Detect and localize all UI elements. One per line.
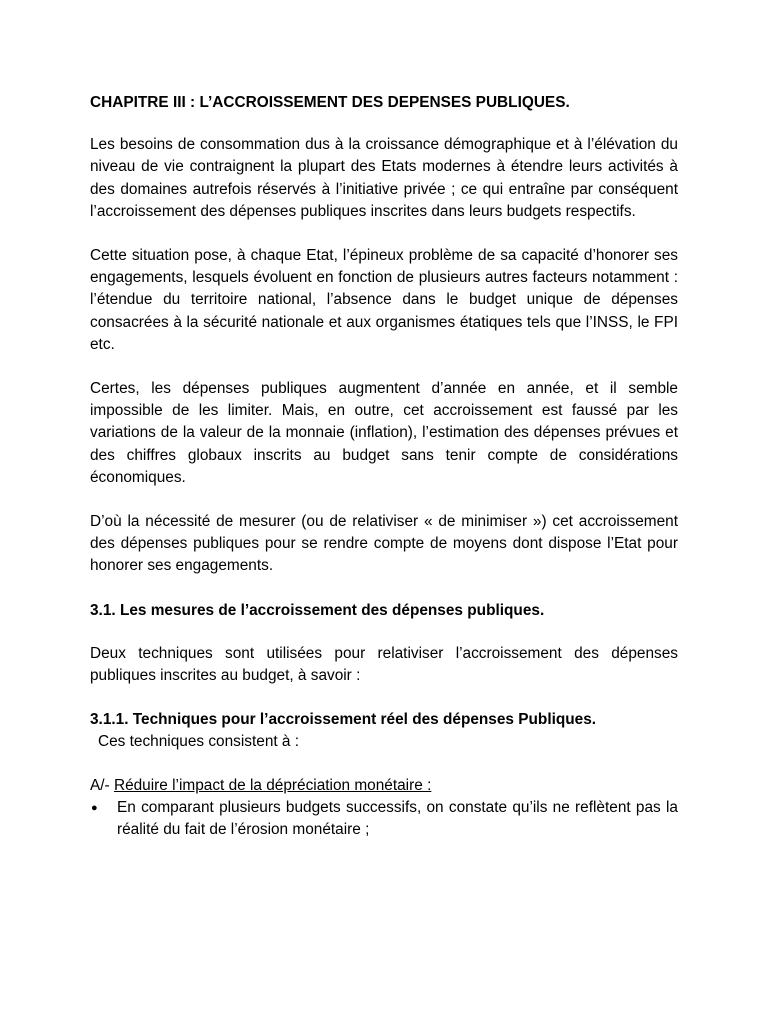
paragraph-3: Certes, les dépenses publiques augmentent d’année en année, et il semble impossible de les limiter. Mais, en outre, cet accroissement est faussé par les variations de la valeur de la monnaie (inflation), l’estimation des dépenses prévues et des chiffres globaux inscrits au budget sans tenir compte de considérations économiques. <box>90 380 678 486</box>
item-a-prefix: A/- <box>90 776 114 794</box>
bullet-item <box>90 797 678 841</box>
item-a-label: Réduire l’impact de la dépréciation monétaire : <box>113 776 432 794</box>
subsection-intro: Ces techniques consistent à : <box>98 733 300 751</box>
bullet-dot-icon: ● <box>91 801 98 814</box>
section-intro: Deux techniques sont utilisées pour relativiser l’accroissement des dépenses publiques inscrites au budget, à savoir : <box>90 644 678 685</box>
document-page <box>90 92 678 841</box>
bullet-text: En comparant plusieurs budgets successifs, on constate qu’ils ne reflètent pas la réalité du fait de l’érosion monétaire ; <box>117 798 678 839</box>
item-a <box>90 775 678 797</box>
paragraph-1: Les besoins de consommation dus à la croissance démographique et à l’élévation du niveau de vie contraignent la plupart des Etats modernes à étendre leurs activités à des domaines autrefois réservés à l’initiative privée ; ce qui entraîne par conséquent l’accroissement des dépenses publiques inscrites dans leurs budgets respectifs. <box>90 136 678 220</box>
subsection-heading: 3.1.1. Techniques pour l’accroissement réel des dépenses Publiques. <box>90 711 597 729</box>
chapter-title: CHAPITRE III : L’ACCROISSEMENT DES DEPENSES PUBLIQUES. <box>90 94 570 111</box>
paragraph-4: D’où la nécessité de mesurer (ou de relativiser « de minimiser ») cet accroissement des dépenses publiques pour se rendre compte de moyens dont dispose l’Etat pour honorer ses engagements. <box>90 513 678 575</box>
paragraph-2: Cette situation pose, à chaque Etat, l’épineux problème de sa capacité d’honorer ses engagements, lesquels évoluent en fonction de plusieurs autres facteurs notamment : l’étendue du territoire national, l’absence dans le budget unique de dépenses consacrées à la sécurité nationale et aux organismes étatiques tels que l’INSS, le FPI etc. <box>90 247 678 353</box>
section-heading: 3.1. Les mesures de l’accroissement des dépenses publiques. <box>90 601 545 619</box>
